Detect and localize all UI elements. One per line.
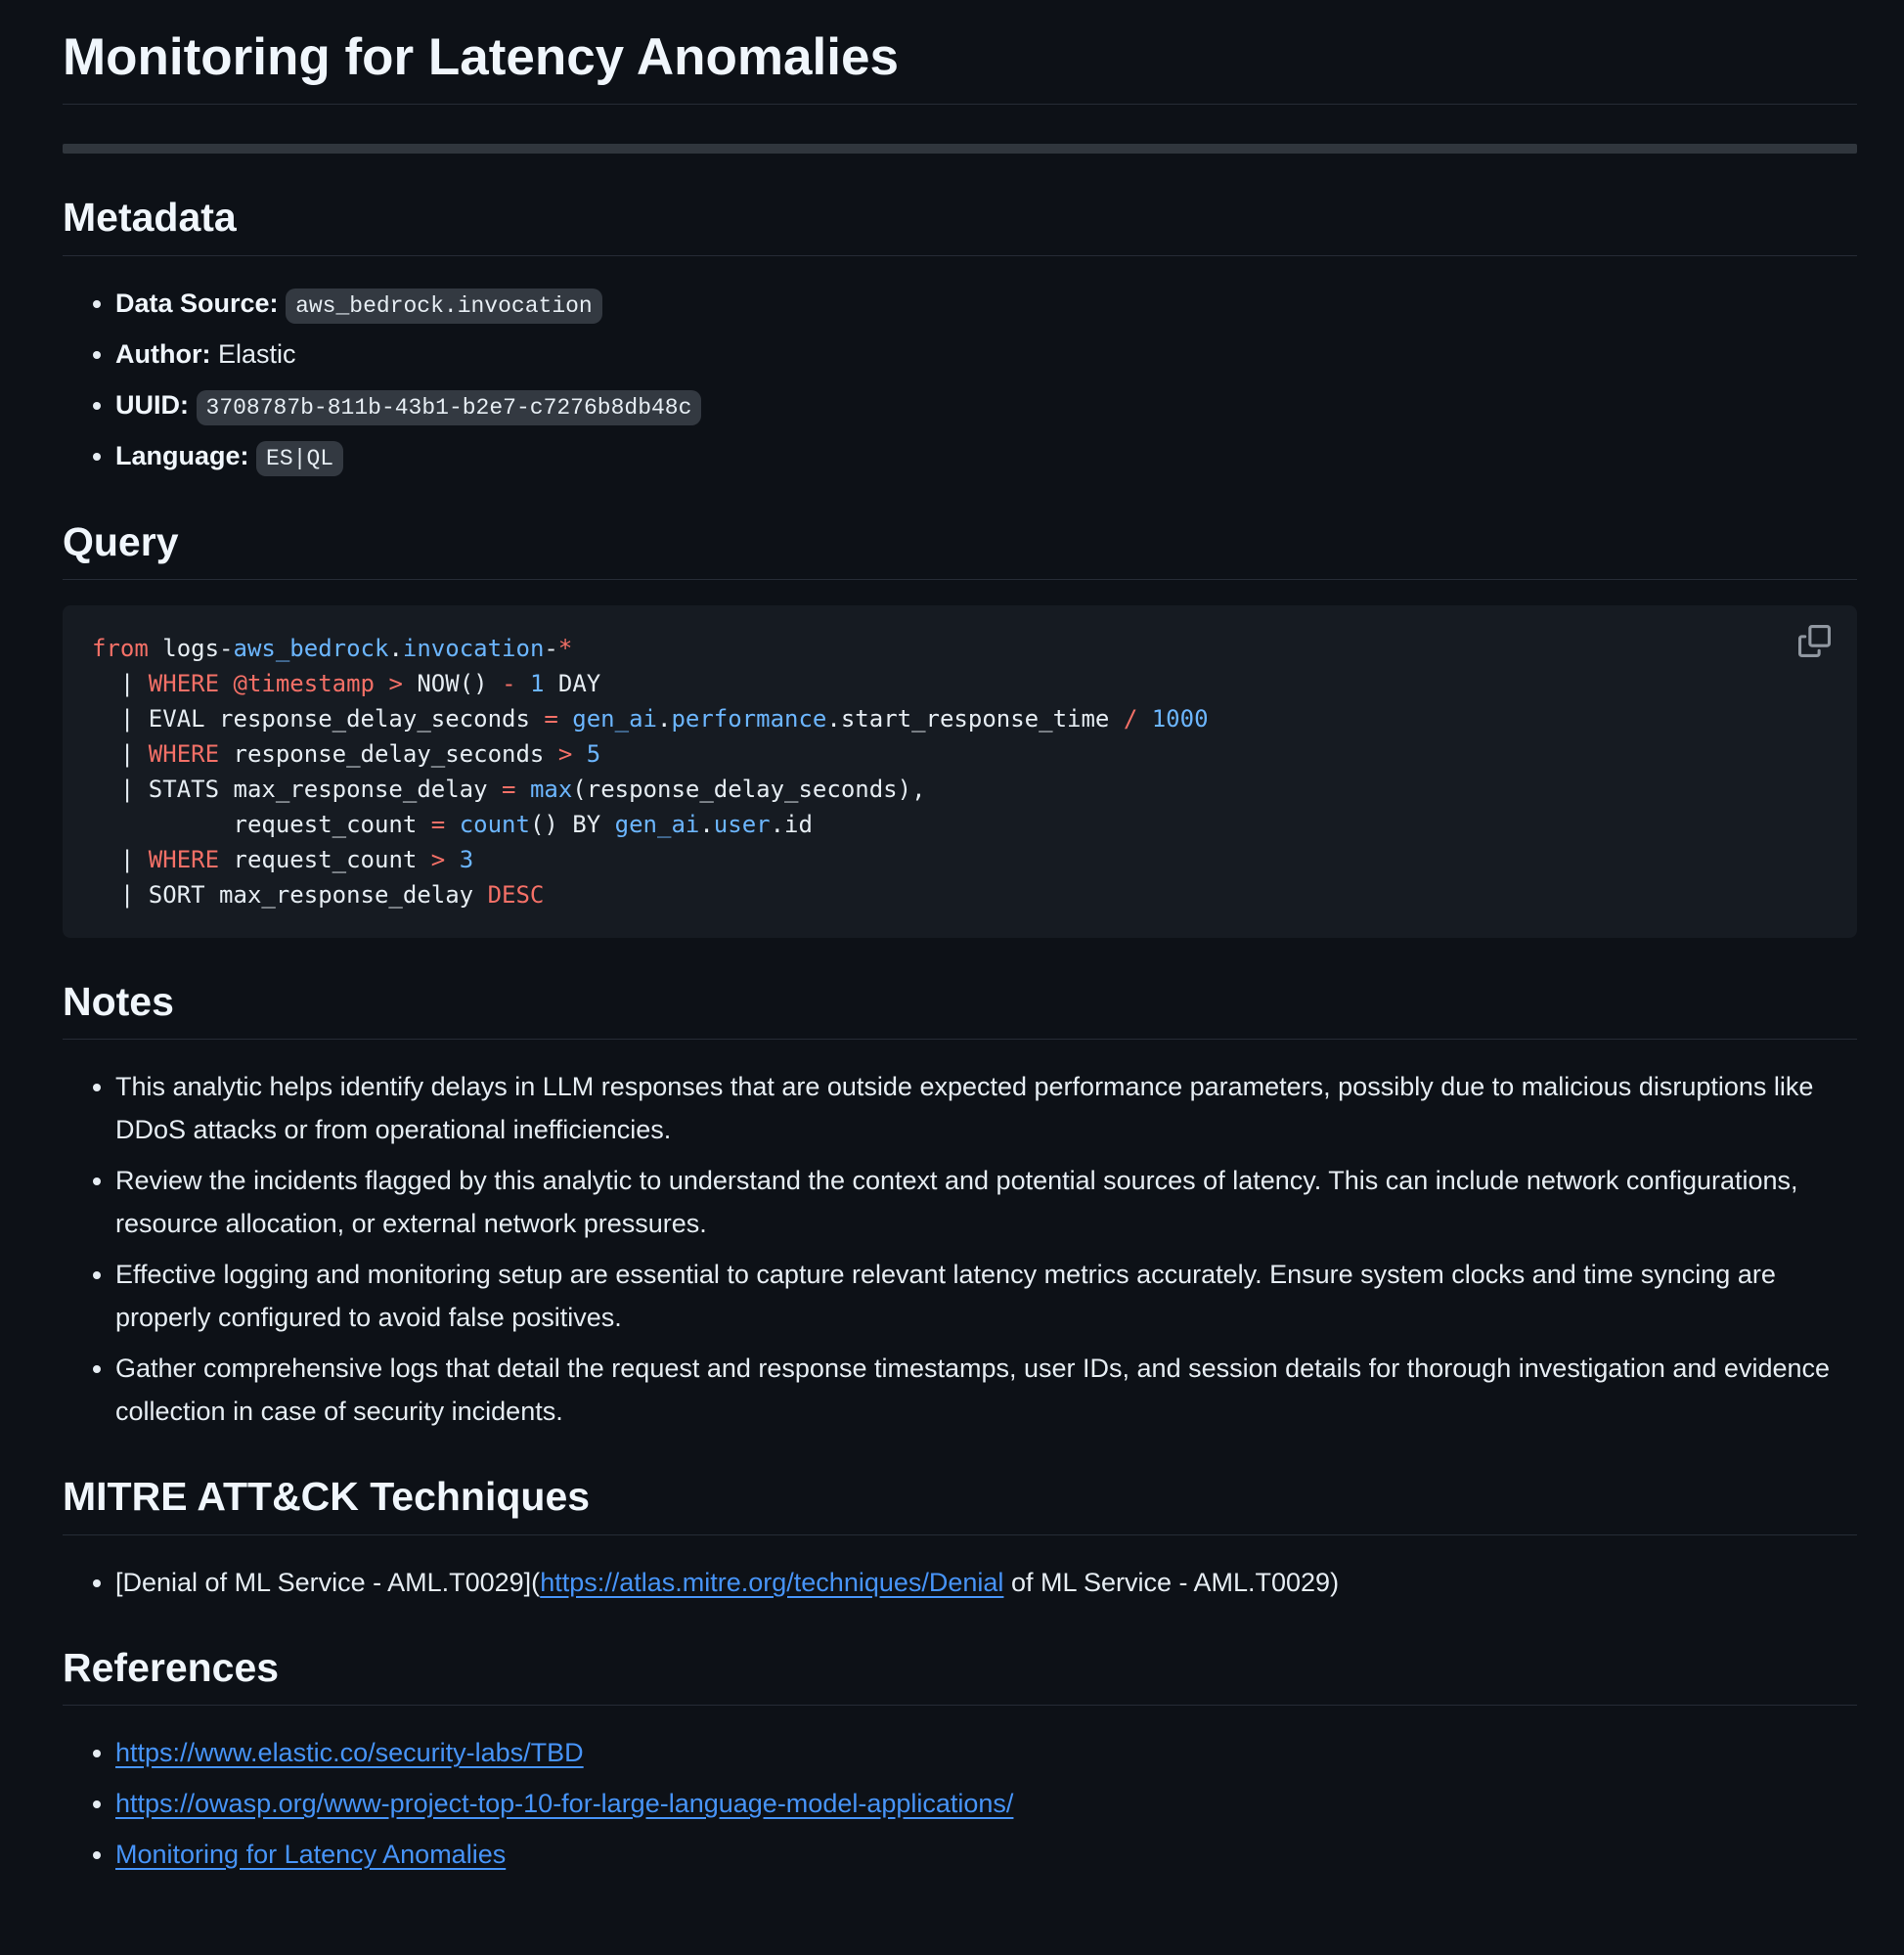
reference-item	[115, 1782, 1857, 1825]
query-code-block	[63, 605, 1857, 938]
metadata-label: Data Source:	[115, 288, 279, 318]
metadata-list	[63, 282, 1857, 478]
metadata-value: Elastic	[217, 338, 296, 369]
references-list	[63, 1731, 1857, 1876]
note-item: • Review the incidents flagged by this analytic to understand the context and potential sources of latency. This can include network configurations, resource allocation, or external network pressures.	[115, 1159, 1857, 1245]
code-content: from logs-aws_bedrock.invocation-* | WHERE @timestamp > NOW() - 1 DAY | EVAL response_delay_seconds = gen_ai.performance.start_response_time / 1000 | WHERE response_delay_seconds > 5 | STATS max_response_delay = max(response_delay_seconds), request_count = count() BY gen_ai.user.id | WHERE request_count > 3 | SORT max_response_delay DESC	[92, 635, 1209, 910]
section-heading-mitre: MITRE ATT&CK Techniques	[63, 1472, 1857, 1534]
metadata-item-uuid	[115, 383, 1857, 426]
reference-link-owasp[interactable]: https://owasp.org/www-project-top-10-for-large-language-model-applications/	[115, 1788, 1014, 1818]
inline-code-badge: aws_bedrock.invocation	[286, 289, 602, 324]
mitre-technique-link[interactable]: https://atlas.mitre.org/techniques/Denial	[540, 1567, 1004, 1597]
page-title: Monitoring for Latency Anomalies	[63, 25, 1857, 105]
query-code	[92, 631, 1828, 912]
section-heading-metadata: Metadata	[63, 193, 1857, 255]
notes-list	[63, 1065, 1857, 1433]
mitre-item-prefix: [Denial of ML Service - AML.T0029](	[115, 1567, 541, 1597]
reference-link-monitoring[interactable]: Monitoring for Latency Anomalies	[115, 1839, 507, 1869]
copy-button[interactable]	[1793, 621, 1836, 664]
metadata-item-data-source	[115, 282, 1857, 325]
copy-icon	[1798, 625, 1831, 660]
note-item: • This analytic helps identify delays in LLM responses that are outside expected performance parameters, possibly due to malicious disruptions like DDoS attacks or from operational inefficiencies.	[115, 1065, 1857, 1151]
horizontal-rule	[63, 144, 1857, 154]
section-heading-query: Query	[63, 517, 1857, 580]
reference-item	[115, 1731, 1857, 1774]
mitre-item-suffix: of ML Service - AML.T0029)	[1003, 1567, 1340, 1597]
section-heading-notes: Notes	[63, 977, 1857, 1040]
note-item: • Effective logging and monitoring setup are essential to capture relevant latency metrics accurately. Ensure system clocks and time syncing are properly configured to avoid false positives.	[115, 1253, 1857, 1339]
metadata-item-author	[115, 333, 1857, 376]
metadata-label: Author:	[115, 338, 211, 369]
metadata-label: Language:	[115, 441, 249, 471]
mitre-item	[115, 1561, 1857, 1604]
metadata-label: UUID:	[115, 389, 189, 420]
note-item: • Gather comprehensive logs that detail the request and response timestamps, user IDs, and session details for thorough investigation and evidence collection in case of security incidents.	[115, 1347, 1857, 1433]
metadata-item-language	[115, 434, 1857, 477]
inline-code-badge: 3708787b-811b-43b1-b2e7-c7276b8db48c	[197, 390, 702, 425]
inline-code-badge: ES|QL	[256, 441, 343, 476]
reference-item	[115, 1833, 1857, 1876]
reference-link-elastic[interactable]: https://www.elastic.co/security-labs/TBD	[115, 1737, 584, 1767]
mitre-list	[63, 1561, 1857, 1604]
section-heading-references: References	[63, 1643, 1857, 1706]
